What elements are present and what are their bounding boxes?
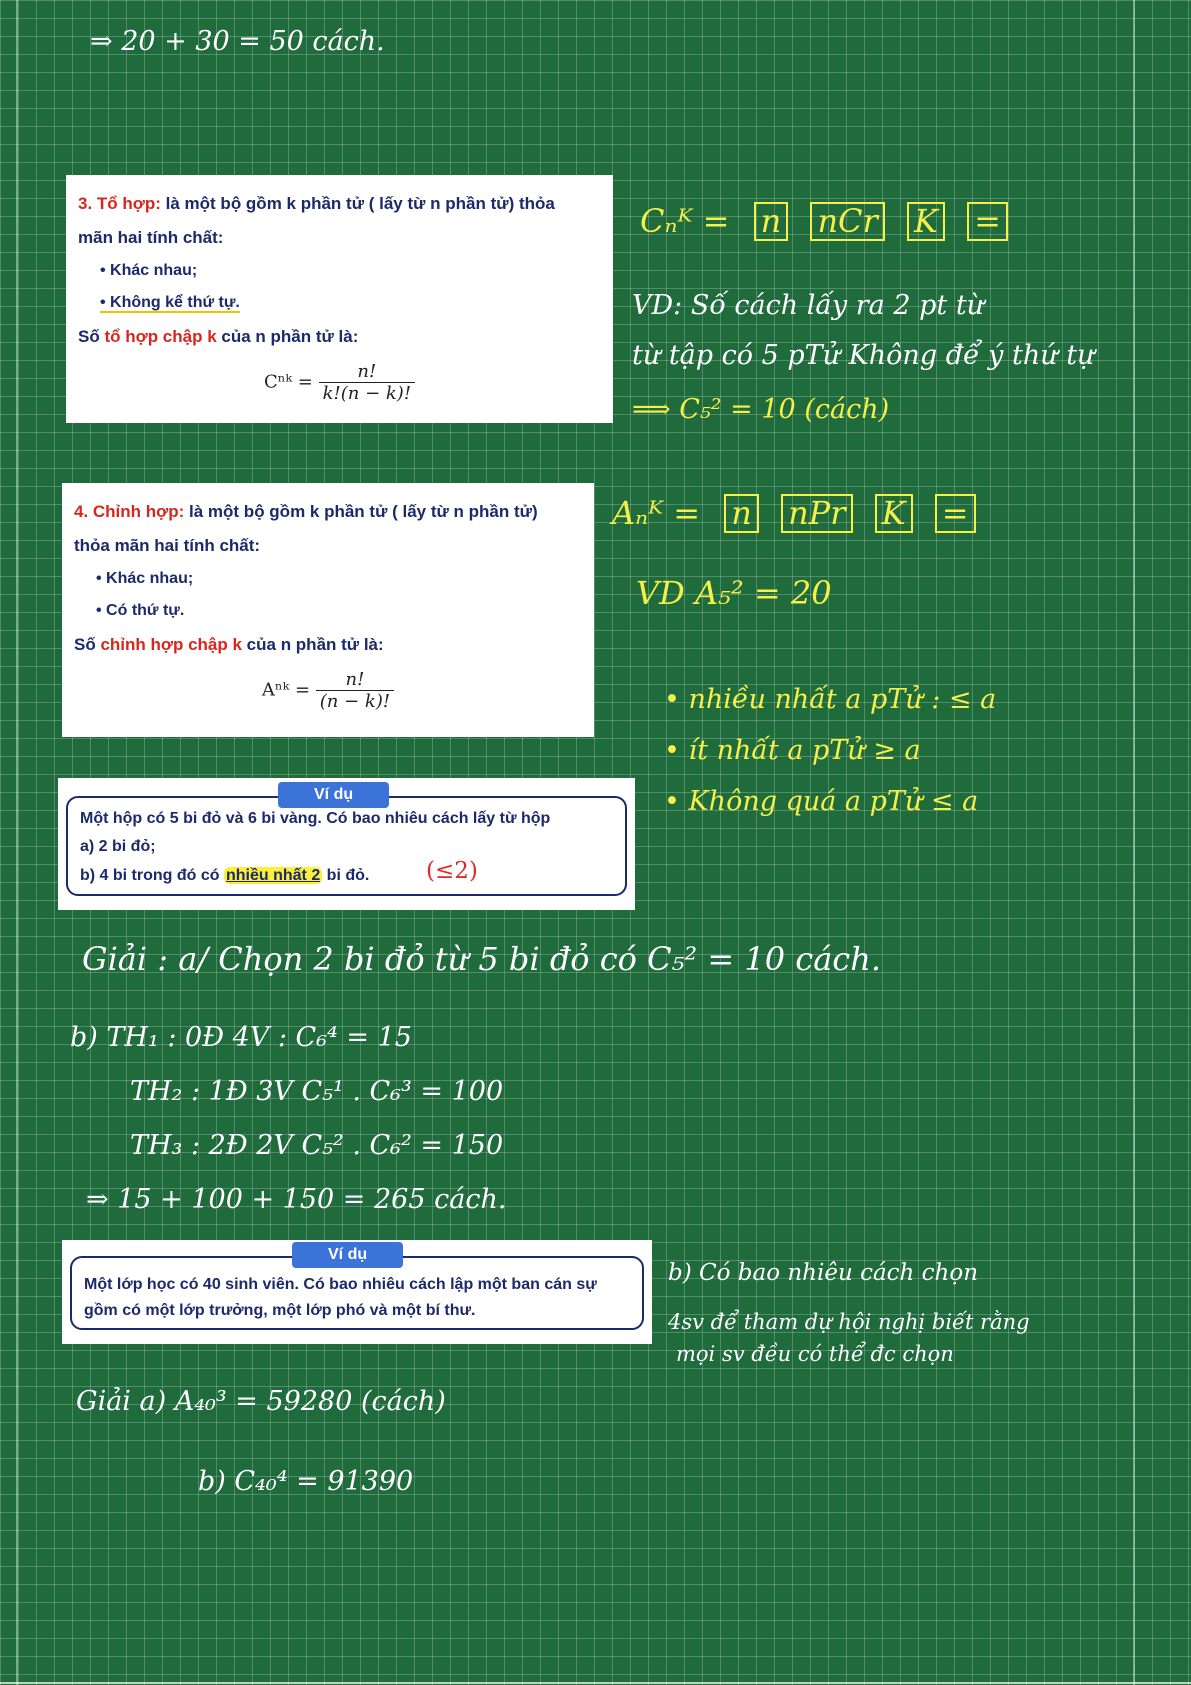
example-2-b-line2: 4sv để tham dự hội nghị biết rằng: [668, 1310, 1030, 1334]
example-1-line2: a) 2 bi đỏ;: [80, 838, 156, 855]
example-1-line1: Một hộp có 5 bi đỏ và 6 bi vàng. Có bao nhiêu cách lấy từ hộp: [80, 810, 551, 827]
combination-title-line2: mãn hai tính chất:: [78, 228, 224, 247]
combination-count-text: Số tổ hợp chập k của n phần tử là:: [78, 327, 359, 346]
combination-card: [66, 175, 613, 423]
solution-1-b2: TH₂ : 1Đ 3V C₅¹ . C₆³ = 100: [130, 1076, 504, 1107]
example-2-line1: Một lớp học có 40 sinh viên. Có bao nhiêu cách lập một ban cán sự: [84, 1276, 597, 1293]
example-2-tag: Ví dụ: [292, 1242, 403, 1268]
example-2-b-line3: mọi sv đều có thể đc chọn: [676, 1342, 954, 1366]
example-1-card: [58, 778, 635, 910]
rule-2: • ít nhất a pTử ≥ a: [664, 735, 921, 766]
solution-1-b3: TH₃ : 2Đ 2V C₅² . C₆² = 150: [130, 1130, 504, 1161]
arrangement-bullet-1: • Khác nhau;: [96, 570, 194, 587]
example-1-tag: Ví dụ: [278, 782, 389, 808]
bottom-border: [0, 1682, 1191, 1684]
arrangement-card: [62, 483, 594, 737]
key-ncr: nCr: [810, 202, 884, 241]
key-equals: =: [935, 494, 976, 533]
arrangement-calc-keys: Aₙᴷ = n nPr K =: [612, 494, 988, 533]
solution-2-a: Giải a) A₄₀³ = 59280 (cách): [76, 1386, 446, 1417]
key-k: K: [907, 202, 945, 241]
key-n: n: [724, 494, 759, 533]
key-n: n: [754, 202, 789, 241]
example-2-card: [62, 1240, 652, 1344]
arrangement-title: 4. Chỉnh hợp: là một bộ gồm k phần tử ( lấy từ n phần tử): [74, 502, 538, 521]
example-1-line3: b) 4 bi trong đó có nhiều nhất 2 bi đỏ.: [80, 867, 370, 884]
arrangement-title-line2: thỏa mãn hai tính chất:: [74, 536, 261, 555]
example-2-line2: gồm có một lớp trưởng, một lớp phó và một bí thư.: [84, 1302, 476, 1319]
solution-1-total: ⇒ 15 + 100 + 150 = 265 cách.: [86, 1184, 507, 1215]
combination-formula: Cⁿᵏ = $\frac{n!}{k!(n - k)!}$: [78, 361, 601, 404]
arrangement-count-text: Số chỉnh hợp chập k của n phần tử là:: [74, 635, 384, 654]
combination-bullet-1: • Khác nhau;: [100, 262, 198, 279]
solution-2-b: b) C₄₀⁴ = 91390: [198, 1466, 414, 1497]
rule-1: • nhiều nhất a pTử : ≤ a: [664, 684, 997, 715]
combination-vd-line1: VD: Số cách lấy ra 2 pt từ: [632, 290, 985, 321]
rule-3: • Không quá a pTử ≤ a: [664, 786, 979, 817]
solution-1-b1: b) TH₁ : 0Đ 4V : C₆⁴ = 15: [70, 1022, 412, 1053]
key-npr: nPr: [781, 494, 852, 533]
key-equals: =: [967, 202, 1008, 241]
combination-vd-line3: ⟹ C₅² = 10 (cách): [632, 394, 890, 425]
combination-vd-line2: từ tập có 5 pTử Không để ý thứ tự: [632, 340, 1095, 371]
combination-bullet-2: • Không kể thứ tự.: [100, 294, 240, 311]
arrangement-formula: Aⁿᵏ = $\frac{n!}{(n - k)!}$: [74, 669, 582, 712]
margin-line-left: [16, 0, 18, 1685]
arrangement-bullet-2: • Có thứ tự.: [96, 602, 185, 619]
example-2-b-line1: b) Có bao nhiêu cách chọn: [668, 1260, 979, 1286]
key-k: K: [875, 494, 913, 533]
combination-calc-keys: Cₙᴷ = n nCr K =: [640, 202, 1020, 241]
solution-1-a: Giải : a/ Chọn 2 bi đỏ từ 5 bi đỏ có C₅² = 10 cách.: [82, 940, 881, 978]
margin-line-right: [1133, 0, 1135, 1685]
combination-title: 3. Tổ hợp: là một bộ gồm k phần tử ( lấy từ n phần tử) thỏa: [78, 194, 555, 213]
arrangement-vd: VD A₅² = 20: [636, 574, 832, 612]
example-1-note: (≤2): [426, 858, 478, 884]
top-line: ⇒ 20 + 30 = 50 cách.: [90, 26, 385, 57]
